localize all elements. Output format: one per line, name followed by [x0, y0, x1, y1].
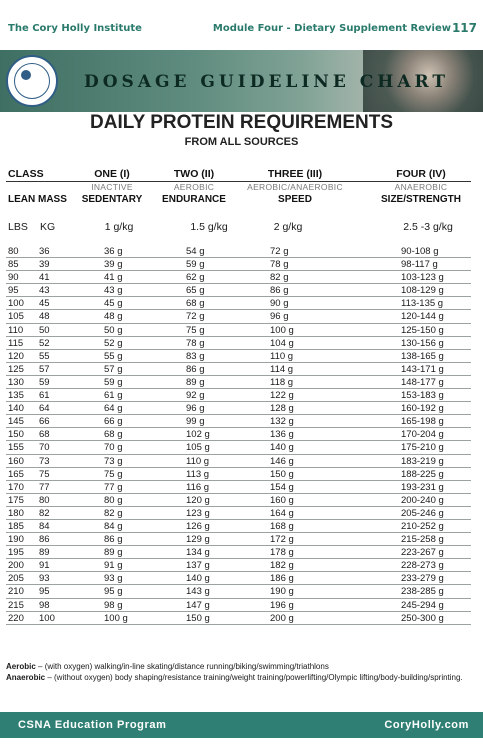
col-three-roman: THREE (III) — [267, 168, 323, 180]
cell-lbs: 100 — [8, 298, 24, 310]
col-one-roman: ONE (I) — [94, 168, 130, 180]
cell-endurance: 99 g — [186, 416, 205, 428]
header-divider — [6, 181, 471, 182]
cell-sedentary: 80 g — [104, 494, 123, 506]
cell-kg: 36 — [39, 246, 50, 257]
cell-lbs: 175 — [8, 494, 24, 506]
cell-speed: 118 g — [270, 376, 294, 388]
cell-lbs: 140 — [8, 403, 24, 415]
cell-kg: 75 — [39, 468, 50, 480]
cell-size-strength: 143-171 g — [401, 363, 444, 375]
cell-size-strength: 130-156 g — [401, 337, 444, 349]
cell-lbs: 110 — [8, 324, 24, 336]
rate-two: 1.5 g/kg — [190, 221, 228, 233]
cell-lbs: 195 — [8, 547, 24, 559]
cell-size-strength: 238-285 g — [401, 586, 444, 598]
cell-speed: 164 g — [270, 507, 294, 519]
cell-speed: 200 g — [270, 612, 294, 624]
cell-speed: 128 g — [270, 403, 294, 415]
cell-kg: 68 — [39, 429, 50, 441]
cell-size-strength: 98-117 g — [401, 259, 438, 271]
col-class-label: CLASS — [8, 168, 44, 180]
table-row — [6, 245, 471, 258]
table-row — [6, 363, 471, 376]
cell-endurance: 89 g — [186, 376, 205, 388]
cell-lbs: 150 — [8, 429, 24, 441]
cell-size-strength: 228-273 g — [401, 560, 444, 572]
cell-endurance: 126 g — [186, 520, 210, 532]
seal-ring — [14, 63, 50, 99]
cell-endurance: 129 g — [186, 534, 210, 546]
cell-size-strength: 108-129 g — [401, 285, 444, 297]
cell-sedentary: 91 g — [104, 560, 123, 572]
cell-size-strength: 183-219 g — [401, 455, 444, 467]
cell-endurance: 54 g — [186, 246, 205, 257]
cell-size-strength: 170-204 g — [401, 429, 444, 441]
cell-lbs: 95 — [8, 285, 19, 297]
rate-four: 2.5 -3 g/kg — [403, 221, 453, 233]
col-one-label: SEDENTARY — [81, 194, 143, 205]
cell-size-strength: 165-198 g — [401, 416, 444, 428]
cell-sedentary: 45 g — [104, 298, 123, 310]
cell-size-strength: 188-225 g — [401, 468, 444, 480]
cell-kg: 52 — [39, 337, 50, 349]
cell-kg: 80 — [39, 494, 50, 506]
cell-lbs: 215 — [8, 599, 24, 611]
cell-kg: 86 — [39, 534, 50, 546]
cell-speed: 132 g — [270, 416, 294, 428]
cell-sedentary: 50 g — [104, 324, 123, 336]
table-row — [6, 441, 471, 454]
cell-sedentary: 66 g — [104, 416, 123, 428]
cell-lbs: 135 — [8, 390, 24, 402]
cell-kg: 91 — [39, 560, 50, 572]
cell-lbs: 210 — [8, 586, 24, 598]
cell-kg: 50 — [39, 324, 50, 336]
table-row — [6, 337, 471, 350]
cell-sedentary: 86 g — [104, 534, 123, 546]
cell-speed: 168 g — [270, 520, 294, 532]
cell-size-strength: 90-108 g — [401, 246, 439, 257]
col-four-roman: FOUR (IV) — [396, 168, 446, 180]
cell-speed: 160 g — [270, 494, 294, 506]
cell-sedentary: 41 g — [104, 272, 123, 284]
cell-speed: 86 g — [270, 285, 289, 297]
cell-endurance: 123 g — [186, 507, 210, 519]
col-four-label: SIZE/STRENGTH — [380, 194, 462, 205]
cell-size-strength: 153-183 g — [401, 390, 444, 402]
cell-sedentary: 73 g — [104, 455, 123, 467]
unit-kg: KG — [40, 221, 56, 233]
cell-size-strength: 103-123 g — [401, 272, 444, 284]
cell-endurance: 96 g — [186, 403, 205, 415]
cell-size-strength: 120-144 g — [401, 311, 444, 323]
cell-sedentary: 52 g — [104, 337, 123, 349]
col-lean-mass-label: LEAN MASS — [8, 194, 67, 205]
footer-website[interactable]: CoryHolly.com — [384, 719, 469, 731]
cell-kg: 89 — [39, 547, 50, 559]
cell-lbs: 155 — [8, 442, 24, 454]
anaerobic-term: Anaerobic — [6, 673, 46, 682]
col-four-type: ANAEROBIC — [394, 182, 448, 192]
page-number: 117 — [451, 21, 477, 35]
cell-kg: 45 — [39, 298, 50, 310]
cell-kg: 66 — [39, 416, 50, 428]
table-row — [6, 324, 471, 337]
cell-kg: 61 — [39, 390, 50, 402]
cell-sedentary: 98 g — [104, 599, 123, 611]
col-two-type: AEROBIC — [173, 182, 215, 192]
cell-speed: 140 g — [270, 442, 294, 454]
anaerobic-note — [6, 673, 476, 683]
cell-speed: 172 g — [270, 534, 294, 546]
cell-kg: 59 — [39, 376, 50, 388]
cell-endurance: 72 g — [186, 311, 205, 323]
cell-speed: 178 g — [270, 547, 294, 559]
cell-kg: 55 — [39, 350, 50, 362]
cell-lbs: 125 — [8, 363, 24, 375]
cell-size-strength: 215-258 g — [401, 534, 444, 546]
cell-sedentary: 82 g — [104, 507, 123, 519]
cell-lbs: 115 — [8, 337, 24, 349]
table-row — [6, 612, 471, 625]
cell-endurance: 116 g — [186, 481, 210, 493]
cell-sedentary: 57 g — [104, 363, 123, 375]
cell-speed: 100 g — [270, 324, 294, 336]
cell-sedentary: 59 g — [104, 376, 123, 388]
table-row — [6, 310, 471, 323]
page-subtitle: FROM ALL SOURCES — [184, 136, 299, 148]
table-row — [6, 572, 471, 585]
cell-sedentary: 43 g — [104, 285, 123, 297]
aerobic-text: – (with oxygen) walking/in-line skating/distance running/biking/swimming/triathlons — [35, 662, 329, 671]
cell-endurance: 143 g — [186, 586, 210, 598]
table-row — [6, 468, 471, 481]
aerobic-term: Aerobic — [6, 662, 36, 671]
cell-endurance: 65 g — [186, 285, 205, 297]
cell-lbs: 120 — [8, 350, 24, 362]
table-row — [6, 520, 471, 533]
cell-speed: 186 g — [270, 573, 294, 585]
cell-kg: 82 — [39, 507, 50, 519]
cell-lbs: 160 — [8, 455, 24, 467]
cell-kg: 70 — [39, 442, 50, 454]
cell-lbs: 130 — [8, 376, 24, 388]
table-row — [6, 258, 471, 271]
cell-kg: 73 — [39, 455, 50, 467]
cell-speed: 146 g — [270, 455, 294, 467]
cell-kg: 93 — [39, 573, 50, 585]
col-three-type: AEROBIC/ANAEROBIC — [247, 182, 343, 192]
table-row — [6, 415, 471, 428]
cell-endurance: 59 g — [186, 259, 205, 271]
cell-size-strength: 160-192 g — [401, 403, 444, 415]
cell-endurance: 110 g — [186, 455, 210, 467]
table-row — [6, 546, 471, 559]
cell-endurance: 137 g — [186, 560, 210, 572]
cell-lbs: 145 — [8, 416, 24, 428]
col-two-roman: TWO (II) — [173, 168, 215, 180]
table-row — [6, 297, 471, 310]
cell-lbs: 105 — [8, 311, 24, 323]
cell-endurance: 68 g — [186, 298, 205, 310]
rate-three: 2 g/kg — [273, 221, 303, 233]
cell-kg: 39 — [39, 259, 50, 271]
cell-lbs: 190 — [8, 534, 24, 546]
cell-lbs: 200 — [8, 560, 24, 572]
cell-endurance: 75 g — [186, 324, 205, 336]
cell-sedentary: 39 g — [104, 259, 123, 271]
cell-sedentary: 36 g — [104, 246, 123, 257]
cell-size-strength: 193-231 g — [401, 481, 444, 493]
cell-speed: 78 g — [270, 259, 289, 271]
cell-endurance: 78 g — [186, 337, 205, 349]
cell-size-strength: 245-294 g — [401, 599, 444, 611]
cell-kg: 48 — [39, 311, 50, 323]
cell-endurance: 150 g — [186, 612, 210, 624]
cell-sedentary: 100 g — [104, 612, 128, 624]
cell-sedentary: 75 g — [104, 468, 123, 480]
table-row — [6, 559, 471, 572]
cell-speed: 104 g — [270, 337, 294, 349]
table-row — [6, 585, 471, 598]
cell-speed: 114 g — [270, 363, 294, 375]
header-institute: The Cory Holly Institute — [8, 23, 142, 34]
table-row — [6, 350, 471, 363]
table-row — [6, 533, 471, 546]
cell-kg: 98 — [39, 599, 50, 611]
cell-size-strength: 148-177 g — [401, 376, 444, 388]
col-three-label: SPEED — [278, 194, 312, 205]
cell-speed: 190 g — [270, 586, 294, 598]
aerobic-note — [6, 662, 476, 672]
cell-endurance: 120 g — [186, 494, 210, 506]
cell-lbs: 85 — [8, 259, 19, 271]
cell-endurance: 62 g — [186, 272, 205, 284]
cell-endurance: 113 g — [186, 468, 210, 480]
cell-size-strength: 250-300 g — [401, 612, 444, 624]
certified-seal-logo — [6, 55, 58, 107]
page-header — [0, 0, 483, 42]
cell-endurance: 147 g — [186, 599, 210, 611]
cell-speed: 72 g — [270, 246, 289, 257]
banner-title: DOSAGE GUIDELINE CHART — [84, 72, 449, 92]
cell-size-strength: 113-135 g — [401, 298, 444, 310]
col-two-label: ENDURANCE — [162, 194, 226, 205]
rate-one: 1 g/kg — [104, 221, 134, 233]
cell-speed: 150 g — [270, 468, 294, 480]
cell-endurance: 86 g — [186, 363, 205, 375]
cell-kg: 100 — [39, 612, 55, 624]
cell-sedentary: 61 g — [104, 390, 123, 402]
cell-size-strength: 205-246 g — [401, 507, 444, 519]
cell-kg: 41 — [39, 272, 50, 284]
cell-lbs: 80 — [8, 246, 19, 257]
cell-size-strength: 175-210 g — [401, 442, 444, 454]
cell-lbs: 205 — [8, 573, 24, 585]
cell-speed: 136 g — [270, 429, 294, 441]
cell-lbs: 180 — [8, 507, 24, 519]
col-one-type: INACTIVE — [91, 182, 133, 192]
cell-kg: 77 — [39, 481, 50, 493]
cell-size-strength: 138-165 g — [401, 350, 444, 362]
table-row — [6, 507, 471, 520]
cell-kg: 84 — [39, 520, 50, 532]
cell-sedentary: 93 g — [104, 573, 123, 585]
seal-center-icon — [21, 70, 31, 80]
cell-endurance: 134 g — [186, 547, 210, 559]
table-row — [6, 494, 471, 507]
cell-kg: 64 — [39, 403, 50, 415]
cell-speed: 96 g — [270, 311, 289, 323]
table-row — [6, 599, 471, 612]
cell-endurance: 92 g — [186, 390, 205, 402]
cell-speed: 196 g — [270, 599, 294, 611]
anaerobic-text: – (without oxygen) body shaping/resistance training/weight training/powerlifting/Olympic lifting/body-building/sprinting. — [45, 673, 463, 682]
cell-sedentary: 84 g — [104, 520, 123, 532]
cell-lbs: 90 — [8, 272, 19, 284]
cell-size-strength: 200-240 g — [401, 494, 444, 506]
cell-speed: 182 g — [270, 560, 294, 572]
cell-lbs: 220 — [8, 612, 24, 624]
unit-lbs: LBS — [8, 221, 28, 233]
table-row — [6, 271, 471, 284]
cell-sedentary: 64 g — [104, 403, 123, 415]
cell-endurance: 105 g — [186, 442, 210, 454]
banner — [0, 50, 483, 112]
cell-sedentary: 68 g — [104, 429, 123, 441]
footer-program: CSNA Education Program — [18, 719, 167, 731]
cell-sedentary: 77 g — [104, 481, 123, 493]
cell-speed: 154 g — [270, 481, 294, 493]
cell-sedentary: 48 g — [104, 311, 123, 323]
table-row — [6, 402, 471, 415]
page-footer — [0, 712, 483, 738]
cell-sedentary: 55 g — [104, 350, 123, 362]
cell-endurance: 83 g — [186, 350, 205, 362]
table-row — [6, 389, 471, 402]
protein-table — [6, 245, 471, 625]
cell-kg: 95 — [39, 586, 50, 598]
header-module: Module Four - Dietary Supplement Review — [212, 23, 451, 34]
cell-lbs: 170 — [8, 481, 24, 493]
cell-size-strength: 125-150 g — [401, 324, 444, 336]
cell-kg: 43 — [39, 285, 50, 297]
cell-speed: 110 g — [270, 350, 294, 362]
table-row — [6, 284, 471, 297]
table-row — [6, 376, 471, 389]
cell-sedentary: 95 g — [104, 586, 123, 598]
cell-sedentary: 70 g — [104, 442, 123, 454]
page-title: DAILY PROTEIN REQUIREMENTS — [90, 112, 393, 133]
table-row — [6, 428, 471, 441]
cell-size-strength: 223-267 g — [401, 547, 444, 559]
cell-lbs: 185 — [8, 520, 24, 532]
cell-sedentary: 89 g — [104, 547, 123, 559]
cell-speed: 122 g — [270, 390, 294, 402]
cell-endurance: 102 g — [186, 429, 210, 441]
table-row — [6, 481, 471, 494]
cell-kg: 57 — [39, 363, 50, 375]
table-row — [6, 455, 471, 468]
cell-speed: 90 g — [270, 298, 289, 310]
cell-lbs: 165 — [8, 468, 24, 480]
cell-size-strength: 233-279 g — [401, 573, 444, 585]
cell-size-strength: 210-252 g — [401, 520, 444, 532]
cell-endurance: 140 g — [186, 573, 210, 585]
cell-speed: 82 g — [270, 272, 289, 284]
